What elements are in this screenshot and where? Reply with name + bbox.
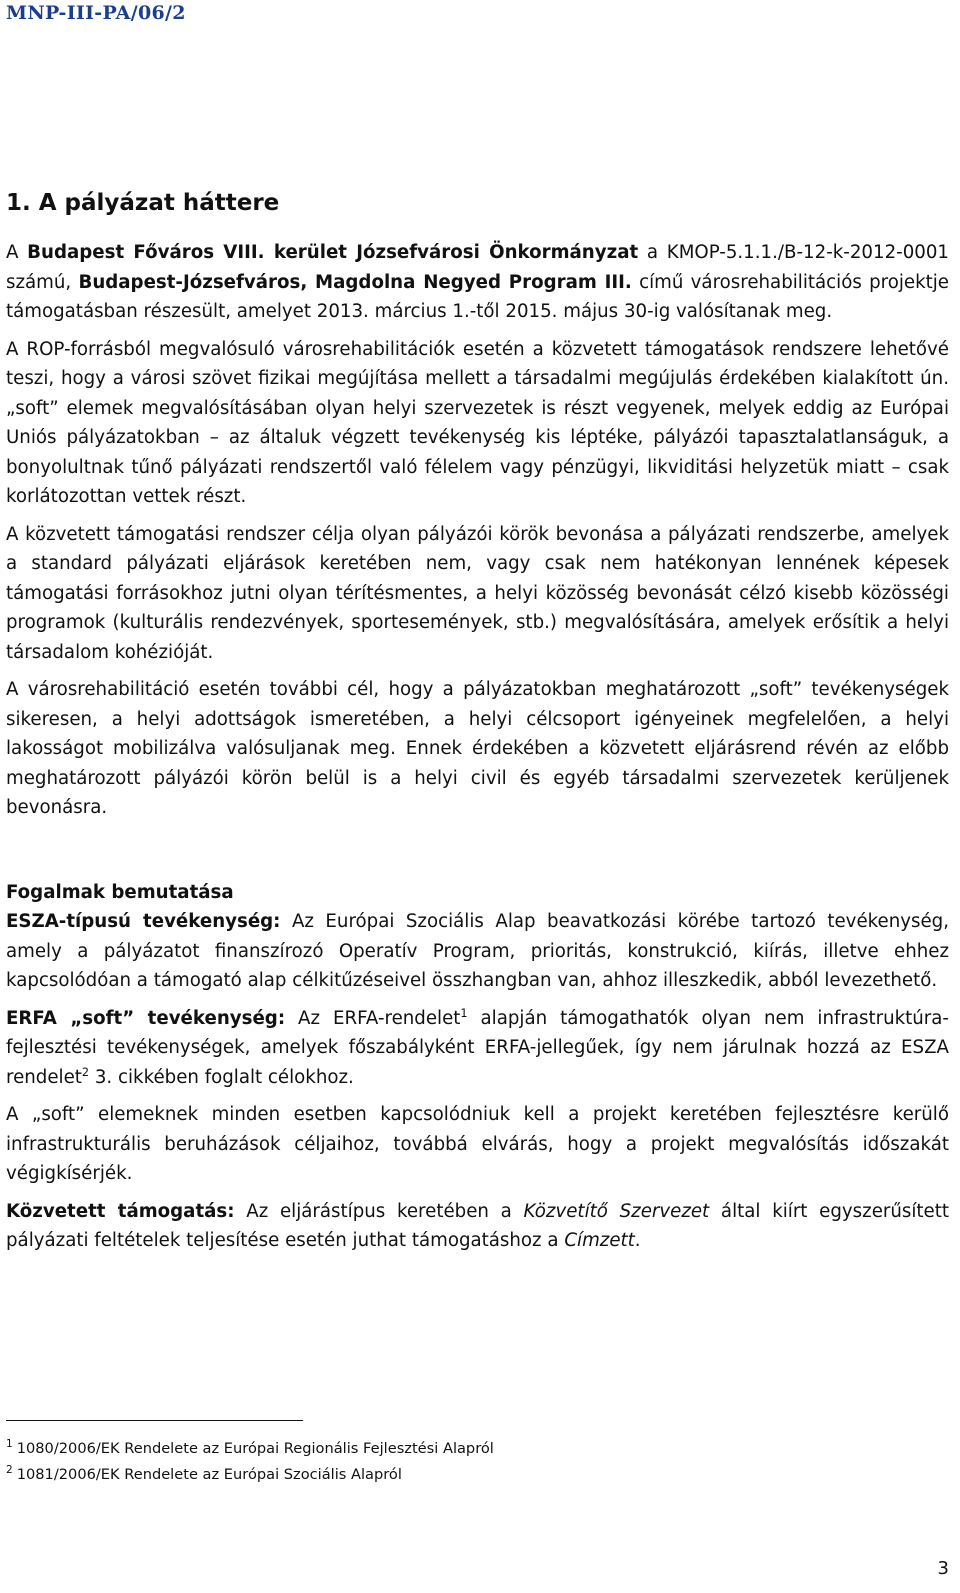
text-run: alapján támogathatók olyan nem infrastruktúra-fejlesztési tevékenységek, amelyek főszabályként ERFA-jellegűek, így nem járulnak hozzá az ESZA rendelet (6, 1007, 949, 1088)
text-run: . (634, 1230, 641, 1251)
esza-text: Az Európai Szociális Alap beavatkozási körébe tartozó tevékenység, amely a pályázatot finanszírozó Operatív Program, prioritás, konstrukció, kiírás, illetve ehhez kapcsolódóan a támogató alap célkitűzéseivel összhangban van, ahhoz illeszkedik, abból levezethető. (6, 911, 949, 991)
rop-paragraph: A ROP-forrásból megvalósuló városrehabilitációk esetén a közvetett támogatások rendszere lehetővé teszi, hogy a városi szövet fizikai megújítása mellett a társadalmi megújulás érdekében kialakított ún. „soft” elemek megvalósításában olyan helyi szervezetek is részt vegyenek, melyek eddig az Európai Uniós pályázatokban – az általuk végzett tevékenység kis léptéke, pályázói tapasztalatlanságuk, a bonyolultnak tűnő pályázati rendszertől való félelem vagy pénzügyi, likviditási helyzetük miatt – csak korlátozottan vettek részt. (6, 338, 949, 507)
footnote-text: 1080/2006/EK Rendelete az Európai Regionális Fejlesztési Alapról (16, 1440, 494, 1457)
text-run: által kiírt egyszerűsített pályázati feltételek teljesítése esetén juthat támogatáshoz a (6, 1200, 950, 1251)
document-code: MNP-III-PA/06/2 (6, 2, 186, 24)
footnotes (6, 1436, 949, 1488)
intro-paragraph (6, 238, 949, 327)
text-run: a KMOP-5.1.1./B-12-k-2012-0001 számú, (6, 242, 949, 293)
program-name: Budapest-Józsefváros, Magdolna Negyed Program III. (78, 271, 632, 293)
footnote-number: 1 (6, 1438, 13, 1451)
footnote-ref-2[interactable]: 2 (81, 1065, 90, 1079)
concepts-heading: Fogalmak bemutatása (6, 881, 234, 903)
erfa-definition (6, 1004, 949, 1093)
recipient-term: Címzett (564, 1230, 635, 1251)
rehabilitation-goal-paragraph: A városrehabilitáció esetén további cél, hogy a pályázatokban meghatározott „soft” tevékenységek sikeresen, a helyi adottságok ismeretében, a helyi célcsoport igényeinek megfelelően, a helyi lakosságot mobilizálva valósuljanak meg. Ennek érdekében a közvetett eljárásrend révén az előbb meghatározott pályázói körön belül is a helyi civil és egyéb társadalmi szervezetek kerüljenek bevonásra. (6, 679, 949, 818)
footnote-ref-1[interactable]: 1 (460, 1006, 468, 1020)
esza-definition (6, 907, 949, 996)
soft-elements-paragraph: A „soft” elemeknek minden esetben kapcsolódniuk kell a projekt keretében fejlesztésre kerülő infrastrukturális beruházások céljaihoz, továbbá elvárás, hogy a projekt megvalósítás időszakát végigkísérjék. (6, 1104, 949, 1184)
intermediary-term: Közvetítő Szervezet (523, 1200, 710, 1222)
indirect-support-paragraph: A közvetett támogatási rendszer célja olyan pályázói körök bevonása a pályázati rendszerbe, amelyek a standard pályázati eljárások keretében nem, vagy csak nem hatékonyan lennének képesek támogatási forrásokhoz jutni olyan térítésmentes, a helyi közösség bevonását célzó kisebb közösségi programok (kulturális rendezvények, sportesemények, stb.) megvalósítására, amelyek erősítik a helyi társadalom kohézióját. (6, 523, 949, 663)
text-run: című városrehabilitációs projektje támogatásban részesült, amelyet 2013. március 1.-től 2015. május 30-ig valósítanak meg. (6, 271, 949, 322)
footnote-divider (6, 1420, 303, 1421)
indirect-support-term: Közvetett támogatás: (6, 1200, 235, 1222)
page-number: 3 (937, 1558, 949, 1579)
esza-term: ESZA-típusú tevékenység: (6, 911, 281, 932)
footnote-item (6, 1462, 949, 1488)
indirect-support-definition (6, 1197, 949, 1256)
body-text (6, 238, 949, 1264)
document-page (6, 0, 949, 1593)
text-run: A (6, 242, 28, 263)
footnote-item (6, 1436, 949, 1462)
text-run: Az ERFA-rendelet (285, 1007, 461, 1029)
section-title: 1. A pályázat háttere (6, 190, 280, 216)
erfa-term: ERFA „soft” tevékenység: (6, 1007, 286, 1029)
text-run: 3. cikkében foglalt célokhoz. (89, 1066, 354, 1088)
footnote-number: 2 (6, 1464, 13, 1477)
municipality-name: Budapest Főváros VIII. kerület Józsefvárosi Önkormányzat (27, 242, 639, 263)
footnote-text: 1081/2006/EK Rendelete az Európai Szociális Alapról (16, 1466, 402, 1483)
text-run: Az eljárástípus keretében a (234, 1200, 524, 1222)
